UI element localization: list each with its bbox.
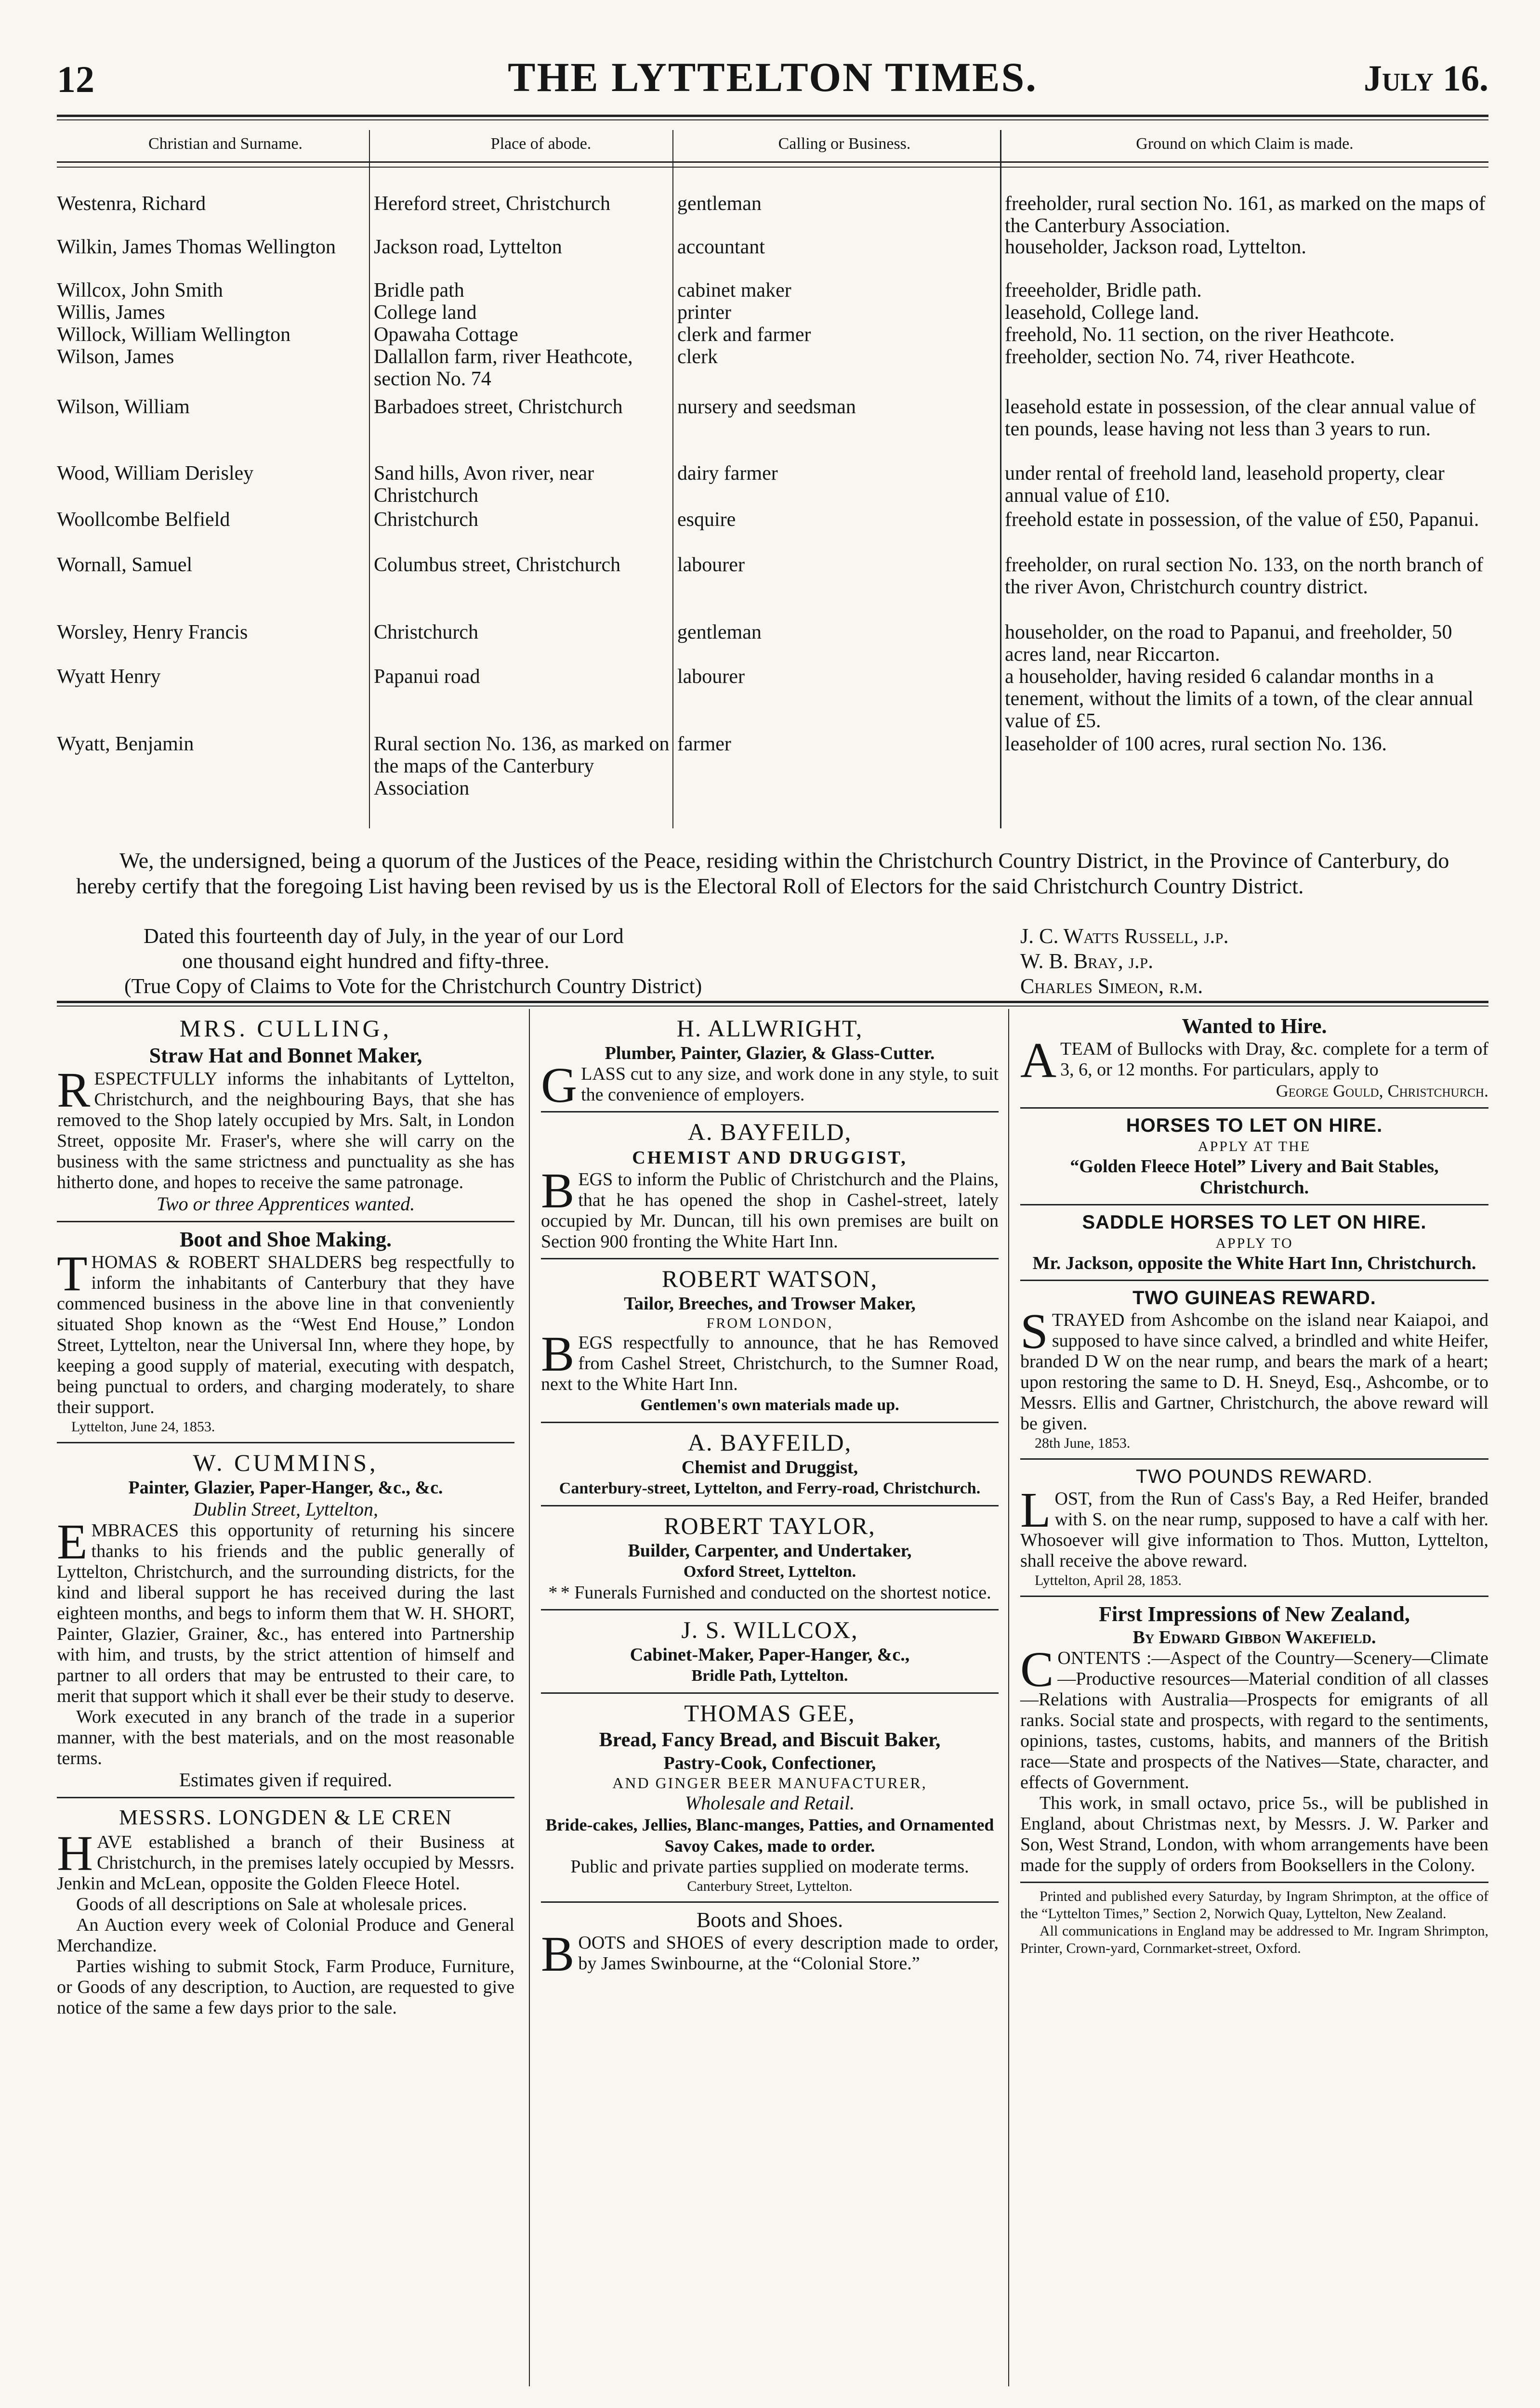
ad-separator bbox=[541, 1901, 999, 1903]
ad-text: ONTENTS :—Aspect of the Country—Scenery—Climate—Productive resources—Material condition of all classes—Relations with Australia—Prospects for emigrants of all ranks. Social state and prospects, with regard to the sentiments, opinions, tastes, customs, habits, and manners of the British race—State and prospects of the Natives—State, character, and effects of Government. bbox=[1020, 1648, 1488, 1793]
ad-address: Oxford Street, Lyttelton. bbox=[683, 1563, 856, 1581]
ad-bayfeild-2 bbox=[541, 1428, 999, 1499]
drop-cap: H bbox=[57, 1826, 93, 1881]
cell-calling: gentleman bbox=[677, 193, 762, 215]
cell-ground: freeholder, rural section No. 161, as marked on the maps of the Canterbury Association. bbox=[1005, 193, 1486, 237]
ad-title: THOMAS GEE, bbox=[684, 1700, 856, 1727]
ad-cummins bbox=[57, 1448, 514, 1791]
drop-cap: G bbox=[541, 1058, 578, 1113]
cell-name: Wilkin, James Thomas Wellington bbox=[57, 236, 336, 258]
ad-text: EGS to inform the Public of Christchurch and the Plains, that he has opened the shop in Cashel-street, lately occupied by Mr. Duncan, till his own premises are built on Section 900 fronting the White Hart Inn. bbox=[541, 1169, 999, 1252]
ad-separator bbox=[541, 1111, 999, 1112]
cell-ground: under rental of freehold land, leasehold property, clear annual value of £10. bbox=[1005, 462, 1445, 507]
cell-abode: Jackson road, Lyttelton bbox=[374, 236, 562, 258]
ad-note: Estimates given if required. bbox=[179, 1769, 393, 1791]
ad-body: “Golden Fleece Hotel” Livery and Bait Stables, Christchurch. bbox=[1070, 1156, 1439, 1198]
ad-title: TWO POUNDS REWARD. bbox=[1135, 1466, 1373, 1487]
cell-calling: printer bbox=[677, 301, 731, 324]
certificate-text: We, the undersigned, being a quorum of the Justices of the Peace, residing within the Christchurch Country District, in the Province of Canterbury, do hereby certify that the foregoing List having been revised by us is the Electoral Roll of Electors for the said Christchurch Country District. bbox=[76, 848, 1449, 898]
ad-subtitle: Bread, Fancy Bread, and Biscuit Baker, bbox=[599, 1729, 941, 1751]
ad-text: HOMAS & ROBERT SHALDERS beg respectfully to inform the inhabitants of Canterbury that they have commenced business in the above line in that conveniently situated Shop known as the “West End House,” London Street, Lyttelton, near the Universal Inn, where they hope, by keeping a good supply of material, executing with despatch, being punctual to orders, and charging moderately, to share their support. bbox=[57, 1252, 514, 1417]
cell-ground: a householder, having resided 6 calandar months in a tenement, without the limits of a town, of the clear annual value of £5. bbox=[1005, 666, 1474, 732]
cell-calling: esquire bbox=[677, 509, 736, 531]
dated-line-3: (True Copy of Claims to Vote for the Christchurch Country District) bbox=[124, 974, 702, 998]
newspaper-page bbox=[57, 53, 1488, 2394]
drop-cap: R bbox=[57, 1062, 91, 1118]
certificate bbox=[76, 848, 1473, 899]
cell-abode: Rural section No. 136, as marked on the maps of the Canterbury Association bbox=[374, 733, 670, 799]
ads-column-2 bbox=[541, 1014, 999, 1982]
ad-subtitle: Tailor, Breeches, and Trowser Maker, bbox=[624, 1294, 916, 1314]
ad-title: SADDLE HORSES TO LET ON HIRE. bbox=[1082, 1212, 1427, 1233]
cell-name: Westenra, Richard bbox=[57, 193, 206, 215]
ad-subtitle: Cabinet-Maker, Paper-Hanger, &c., bbox=[630, 1645, 910, 1665]
cell-name: Woollcombe Belfield bbox=[57, 509, 230, 531]
cell-ground: freeeholder, Bridle path. bbox=[1005, 279, 1202, 301]
ad-two-pounds bbox=[1020, 1465, 1488, 1590]
ad-address: Canterbury Street, Lyttelton. bbox=[687, 1878, 853, 1894]
ad-signature: George Gould, Christchurch. bbox=[1276, 1081, 1488, 1100]
issue-date: July 16. bbox=[1363, 58, 1488, 99]
table-divider-3 bbox=[1000, 130, 1001, 828]
ad-text: OST, from the Run of Cass's Bay, a Red Heifer, branded with S. on the near rump, supposed to have a calf with her. Whosoever will give information to Thos. Mutton, Lyttelton, shall receive the above reward. bbox=[1020, 1489, 1488, 1571]
cell-calling: dairy farmer bbox=[677, 462, 778, 484]
ad-apply: APPLY AT THE bbox=[1198, 1139, 1311, 1154]
cell-ground: householder, Jackson road, Lyttelton. bbox=[1005, 236, 1306, 258]
header-rule-2 bbox=[57, 167, 1488, 168]
ad-body bbox=[1020, 1304, 1488, 1434]
ad-from: FROM LONDON, bbox=[706, 1315, 833, 1331]
ad-title: First Impressions of New Zealand, bbox=[1099, 1602, 1410, 1626]
ad-text: AVE established a branch of their Business at Christchurch, in the premises lately occupied by Messrs. Jenkin and McLean, opposite the Golden Fleece Hotel. bbox=[57, 1832, 514, 1894]
cell-ground: freeholder, section No. 74, river Heathcote. bbox=[1005, 346, 1356, 368]
ad-body: Mr. Jackson, opposite the White Hart Inn, Christchurch. bbox=[1032, 1253, 1476, 1273]
cell-calling: farmer bbox=[677, 733, 731, 755]
ad-separator bbox=[541, 1422, 999, 1423]
cell-ground: leasehold estate in possession, of the clear annual value of ten pounds, lease having not less than 3 years to run. bbox=[1005, 396, 1476, 440]
cell-ground: freehold, No. 11 section, on the river Heathcote. bbox=[1005, 324, 1395, 346]
ad-separator bbox=[1020, 1596, 1488, 1597]
ad-subtitle: Plumber, Painter, Glazier, & Glass-Cutter. bbox=[605, 1043, 935, 1063]
ad-separator bbox=[1020, 1204, 1488, 1205]
ad-separator bbox=[541, 1258, 999, 1259]
ad-date: Lyttelton, June 24, 1853. bbox=[71, 1419, 215, 1435]
newspaper-title: THE LYTTELTON TIMES. bbox=[508, 54, 1038, 100]
ad-body bbox=[1020, 1642, 1488, 1793]
ad-note: Two or three Apprentices wanted. bbox=[156, 1193, 415, 1215]
printer-imprint-2: All communications in England may be addressed to Mr. Ingram Shrimpton, Printer, Crown-yard, Cornmarket-street, Oxford. bbox=[1020, 1923, 1488, 1956]
cell-abode: College land bbox=[374, 301, 477, 324]
header-rule bbox=[57, 161, 1488, 163]
cell-ground: freeholder, on rural section No. 133, on the north branch of the river Avon, Christchurch country district. bbox=[1005, 554, 1484, 598]
ad-title: TWO GUINEAS REWARD. bbox=[1132, 1287, 1376, 1309]
cell-calling: clerk and farmer bbox=[677, 324, 811, 346]
drop-cap: B bbox=[541, 1163, 575, 1218]
ad-body bbox=[541, 1163, 999, 1252]
page-number: 12 bbox=[57, 58, 94, 100]
ad-separator bbox=[541, 1505, 999, 1506]
ad-text: MBRACES this opportunity of returning his sincere thanks to his friends and the public generally of Lyttelton, Christchurch, and the surrounding districts, for the kind and liberal support he has received during the last eighteen months, and begs to inform them that W. H. SHORT, Painter, Glazier, Grainer, &c., has entered into Partnership with him, and trusts, by the strict attention of himself and partner to all orders that may be entrusted to their care, to merit that support which it shall ever be their study to deserve. bbox=[57, 1520, 514, 1706]
ad-culling bbox=[57, 1014, 514, 1215]
dated-line-2: one thousand eight hundred and fifty-three. bbox=[182, 949, 550, 973]
ad-title: ROBERT WATSON, bbox=[661, 1265, 878, 1292]
ad-subtitle: Chemist and Druggist, bbox=[681, 1457, 858, 1478]
cell-name: Worsley, Henry Francis bbox=[57, 621, 248, 643]
ad-title: ROBERT TAYLOR, bbox=[664, 1512, 876, 1539]
certificate-dated bbox=[124, 924, 914, 999]
ad-address: Dublin Street, Lyttelton, bbox=[193, 1498, 378, 1520]
header-name: Christian and Surname. bbox=[148, 135, 303, 153]
cell-calling: cabinet maker bbox=[677, 279, 791, 301]
masthead-rule bbox=[57, 115, 1488, 120]
ad-separator bbox=[57, 1797, 514, 1798]
drop-cap: T bbox=[57, 1246, 88, 1301]
ad-horses bbox=[1020, 1113, 1488, 1198]
ad-title: H. ALLWRIGHT, bbox=[676, 1015, 863, 1042]
ad-subtitle-4: Wholesale and Retail. bbox=[684, 1792, 855, 1814]
cell-name: Wyatt Henry bbox=[57, 666, 161, 688]
col-divider-2 bbox=[1008, 1009, 1009, 2386]
ad-text: TEAM of Bullocks with Dray, &c. complete for a term of 3, 6, or 12 months. For particulars, apply to bbox=[1060, 1039, 1488, 1080]
cell-abode: Hereford street, Christchurch bbox=[374, 193, 610, 215]
cell-name: Wornall, Samuel bbox=[57, 554, 193, 576]
drop-cap: B bbox=[541, 1926, 575, 1982]
cell-calling: accountant bbox=[677, 236, 765, 258]
cell-calling: labourer bbox=[677, 666, 745, 688]
ad-title: MRS. CULLING, bbox=[179, 1015, 392, 1042]
cell-calling: labourer bbox=[677, 554, 745, 576]
ad-bayfeild bbox=[541, 1117, 999, 1252]
ad-title: Wanted to Hire. bbox=[1182, 1014, 1327, 1038]
header-ground: Ground on which Claim is made. bbox=[1136, 135, 1354, 153]
ad-separator bbox=[57, 1221, 514, 1222]
cell-abode: Christchurch bbox=[374, 621, 478, 643]
cell-abode: Papanui road bbox=[374, 666, 480, 688]
ad-separator bbox=[1020, 1882, 1488, 1883]
ad-address: Bridle Path, Lyttelton. bbox=[691, 1667, 848, 1685]
ad-note: Gentlemen's own materials made up. bbox=[640, 1396, 899, 1414]
cell-ground: freehold estate in possession, of the value of £50, Papanui. bbox=[1005, 509, 1479, 531]
header-abode: Place of abode. bbox=[490, 135, 592, 153]
ad-text: OOTS and SHOES of every description made to order, by James Swinbourne, at the “Colonial Store.” bbox=[578, 1933, 999, 1974]
ad-longden bbox=[57, 1803, 514, 2018]
header-calling: Calling or Business. bbox=[778, 135, 911, 153]
cell-name: Willock, William Wellington bbox=[57, 324, 291, 346]
cell-abode: Barbadoes street, Christchurch bbox=[374, 396, 623, 418]
cell-name: Willis, James bbox=[57, 301, 165, 324]
ad-subtitle: Painter, Glazier, Paper-Hanger, &c., &c. bbox=[128, 1478, 443, 1498]
cell-abode: Sand hills, Avon river, near Christchurch bbox=[374, 462, 594, 507]
col-divider-1 bbox=[529, 1009, 530, 2386]
ad-text: LASS cut to any size, and work done in any style, to suit the convenience of employers. bbox=[581, 1064, 999, 1105]
drop-cap: B bbox=[541, 1326, 575, 1382]
table-divider-1 bbox=[369, 130, 370, 828]
cell-name: Wilson, William bbox=[57, 396, 190, 418]
ad-watson bbox=[541, 1264, 999, 1416]
ad-allwright bbox=[541, 1014, 999, 1113]
cell-name: Wilson, James bbox=[57, 346, 174, 368]
ad-author: By Edward Gibbon Wakefield. bbox=[1132, 1627, 1376, 1648]
cell-abode: Bridle path bbox=[374, 279, 464, 301]
ad-shalders bbox=[57, 1227, 514, 1436]
section-rule bbox=[57, 1001, 1488, 1007]
cell-ground: householder, on the road to Papanui, and freeholder, 50 acres land, near Riccarton. bbox=[1005, 621, 1452, 666]
signature-2: W. B. Bray, j.p. bbox=[1020, 949, 1154, 973]
cell-ground: leasehold, College land. bbox=[1005, 301, 1199, 324]
ad-gee bbox=[541, 1699, 999, 1896]
ad-subtitle-2: Pastry-Cook, Confectioner, bbox=[663, 1753, 876, 1773]
masthead bbox=[57, 53, 1488, 116]
ads-column-3 bbox=[1020, 1014, 1488, 1957]
cell-name: Wood, William Derisley bbox=[57, 462, 254, 484]
printer-imprint: Printed and published every Saturday, by Ingram Shrimpton, at the office of the “Lyttelton Times,” Section 2, Norwich Quay, Lyttelton, New Zealand. bbox=[1020, 1888, 1488, 1922]
cell-abode: Opawaha Cottage bbox=[374, 324, 518, 346]
cell-calling: gentleman bbox=[677, 621, 762, 643]
ad-text: ESPECTFULLY informs the inhabitants of Lyttelton, Christchurch, and the neighbouring Bays, that she has removed to the Shop lately occupied by Mrs. Salt, in London Street, opposite Mr. Fraser's, where she will carry on the business with the same strictness and punctuality as she has hitherto done, and hopes to receive the same patronage. bbox=[57, 1069, 514, 1192]
ad-taylor bbox=[541, 1511, 999, 1603]
ad-body-2: This work, in small octavo, price 5s., will be published in England, about Christmas next, by Messrs. J. W. Parker and Son, West Strand, London, with whom arrangements have been made for the supply of orders from Booksellers in the Colony. bbox=[1020, 1793, 1488, 1875]
drop-cap: L bbox=[1020, 1482, 1051, 1538]
ad-willcox bbox=[541, 1615, 999, 1687]
cell-calling: clerk bbox=[677, 346, 718, 368]
cell-calling: nursery and seedsman bbox=[677, 396, 856, 418]
drop-cap: S bbox=[1020, 1304, 1048, 1359]
cell-abode: Dallallon farm, river Heathcote, section No. 74 bbox=[374, 346, 633, 390]
ad-body-3: An Auction every week of Colonial Produce and General Merchandize. bbox=[57, 1915, 514, 1956]
ad-boots bbox=[541, 1908, 999, 1982]
ad-title: Boot and Shoe Making. bbox=[179, 1228, 392, 1251]
ad-apply: APPLY TO bbox=[1215, 1235, 1293, 1251]
ad-separator bbox=[1020, 1280, 1488, 1281]
dated-line-1: Dated this fourteenth day of July, in the year of our Lord bbox=[144, 924, 624, 948]
ad-body: Bride-cakes, Jellies, Blanc-manges, Patties, and Ornamented Savoy Cakes, made to order. bbox=[545, 1815, 994, 1856]
drop-cap: A bbox=[1020, 1033, 1057, 1088]
ad-body bbox=[57, 1514, 514, 1707]
cell-name: Wyatt, Benjamin bbox=[57, 733, 194, 755]
ad-wanted-hire bbox=[1020, 1014, 1488, 1101]
ad-separator bbox=[541, 1692, 999, 1694]
table-divider-2 bbox=[672, 130, 673, 828]
ad-separator bbox=[1020, 1107, 1488, 1109]
ad-body bbox=[541, 1058, 999, 1113]
certificate-signatures bbox=[1020, 924, 1454, 999]
ad-title: HORSES TO LET ON HIRE. bbox=[1126, 1115, 1383, 1136]
ad-body bbox=[57, 1826, 514, 1894]
ad-title: W. CUMMINS, bbox=[193, 1449, 379, 1476]
ad-body bbox=[57, 1246, 514, 1418]
cell-abode: Columbus street, Christchurch bbox=[374, 554, 621, 576]
ad-body-2: Work executed in any branch of the trade in a superior manner, with the best materials, and on the most reasonable terms. bbox=[57, 1707, 514, 1768]
ad-two-guineas bbox=[1020, 1286, 1488, 1453]
ad-body-2: Goods of all descriptions on Sale at wholesale prices. bbox=[76, 1894, 467, 1914]
ad-body bbox=[541, 1326, 999, 1395]
cell-abode: Christchurch bbox=[374, 509, 478, 531]
ads-column-1 bbox=[57, 1014, 514, 2022]
ad-title: A. BAYFEILD, bbox=[687, 1118, 852, 1145]
signature-3: Charles Simeon, r.m. bbox=[1020, 974, 1203, 998]
ad-title: Boots and Shoes. bbox=[696, 1908, 843, 1932]
ad-body bbox=[1020, 1033, 1488, 1088]
ad-separator bbox=[57, 1442, 514, 1443]
ad-separator bbox=[541, 1609, 999, 1610]
ad-address: Canterbury-street, Lyttelton, and Ferry-road, Christchurch. bbox=[559, 1479, 981, 1497]
ad-subtitle: Builder, Carpenter, and Undertaker, bbox=[628, 1541, 912, 1561]
cell-name: Willcox, John Smith bbox=[57, 279, 223, 301]
signature-1: J. C. Watts Russell, j.p. bbox=[1020, 924, 1229, 948]
cell-ground: leaseholder of 100 acres, rural section No. 136. bbox=[1005, 733, 1387, 755]
ad-text: EGS respectfully to announce, that he has Removed from Cashel Street, Christchurch, to the Sumner Road, next to the White Hart Inn. bbox=[541, 1333, 999, 1394]
ad-note: * * Funerals Furnished and conducted on the shortest notice. bbox=[548, 1583, 991, 1603]
ad-title: J. S. WILLCOX, bbox=[681, 1616, 858, 1643]
ad-body bbox=[57, 1062, 514, 1193]
ad-body bbox=[541, 1926, 999, 1982]
drop-cap: C bbox=[1020, 1642, 1054, 1697]
ad-subtitle: CHEMIST AND DRUGGIST, bbox=[632, 1148, 908, 1168]
ad-first-impressions bbox=[1020, 1602, 1488, 1876]
ad-separator bbox=[1020, 1458, 1488, 1460]
ad-title: MESSRS. LONGDEN & LE CREN bbox=[119, 1806, 452, 1829]
drop-cap: E bbox=[57, 1514, 88, 1570]
ad-body bbox=[1020, 1482, 1488, 1571]
ad-date: Lyttelton, April 28, 1853. bbox=[1035, 1572, 1182, 1588]
ad-subtitle: Straw Hat and Bonnet Maker, bbox=[149, 1044, 422, 1067]
ad-body-2: Public and private parties supplied on moderate terms. bbox=[570, 1857, 969, 1877]
ad-title: A. BAYFEILD, bbox=[687, 1429, 852, 1456]
ad-text: TRAYED from Ashcombe on the island near Kaiapoi, and supposed to have since calved, a brindled and white Heifer, branded D W on the near rump, and bears the mark of a heart; upon restoring the same to D. H. Sneyd, Esq., Ashcombe, or to Messrs. Ellis and Gartner, Christchurch, the above reward will be given. bbox=[1020, 1310, 1488, 1434]
ad-date: 28th June, 1853. bbox=[1035, 1435, 1131, 1451]
ad-saddle-horses bbox=[1020, 1210, 1488, 1274]
ad-body-4: Parties wishing to submit Stock, Farm Produce, Furniture, or Goods of any description, to Auction, are requested to give notice of the same a few days prior to the sale. bbox=[57, 1956, 514, 2018]
ad-subtitle-3: AND GINGER BEER MANUFACTURER, bbox=[612, 1774, 927, 1792]
